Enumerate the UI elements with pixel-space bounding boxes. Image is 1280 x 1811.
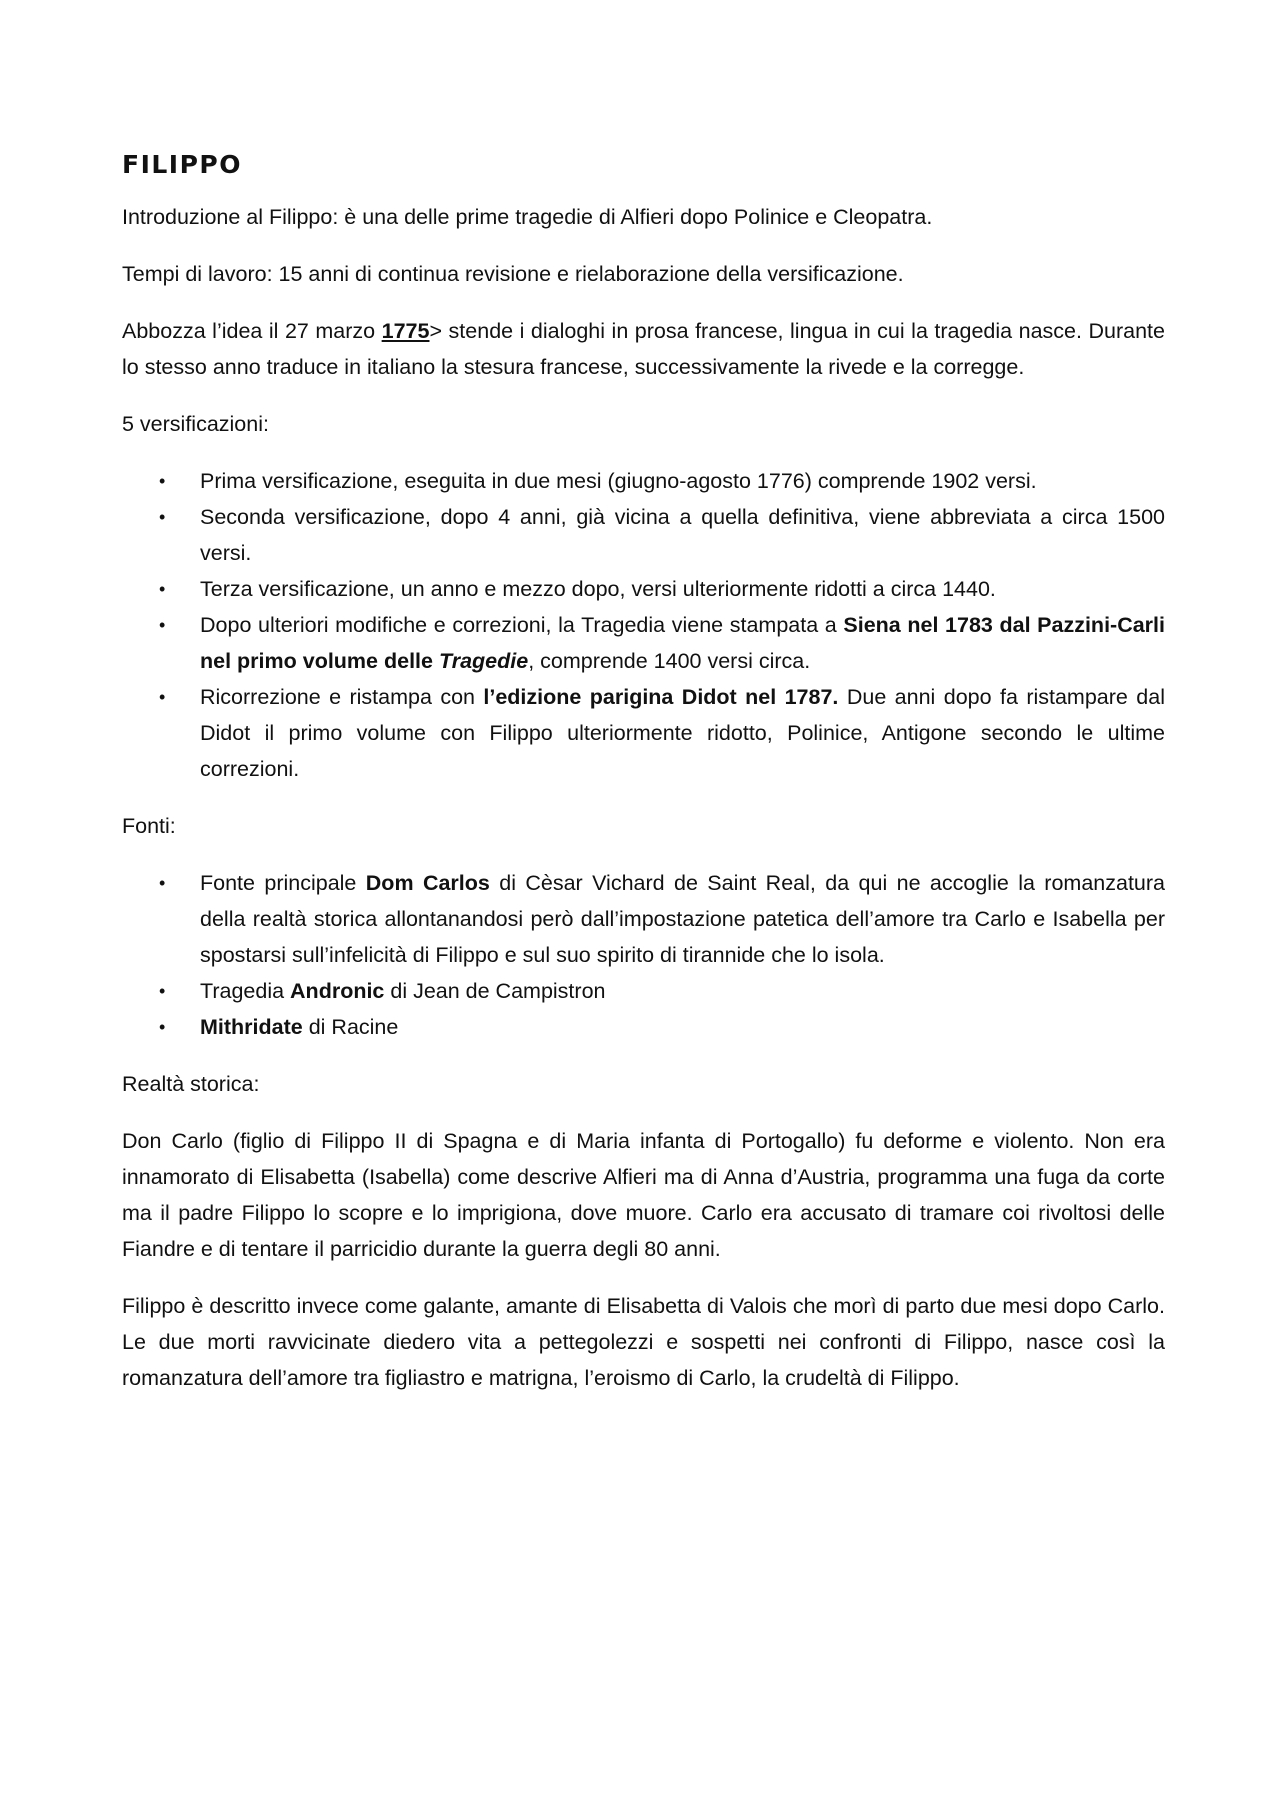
realta-paragraph-2: Filippo è descritto invece come galante, amante di Elisabetta di Valois che morì di parto due mesi dopo Carlo. Le due morti ravvicinate diedero vita a pettegolezzi e sospetti nei confronti di Filippo, nasce così la romanzatura dell’amore tra figliastro e matrigna, l’eroismo di Carlo, la crudeltà di Filippo. (122, 1294, 1165, 1390)
list-item-text: Fonte principale (200, 871, 366, 895)
bullet-icon: • (159, 579, 166, 599)
document-page (122, 150, 1165, 1417)
list-item (159, 679, 1165, 787)
fonti-heading: Fonti: (122, 814, 176, 838)
intro-paragraph: Introduzione al Filippo: è una delle prime tragedie di Alfieri dopo Polinice e Cleopatra. (122, 205, 933, 229)
list-item (159, 1009, 1165, 1045)
list-item (159, 865, 1166, 973)
bullet-icon: • (159, 615, 166, 635)
list-item (159, 973, 1165, 1009)
bullet-icon: • (159, 507, 166, 527)
versificazioni-list (122, 463, 1165, 787)
bullet-icon: • (159, 873, 166, 893)
list-item-text: , comprende 1400 versi circa. (528, 649, 811, 673)
list-item-bold-italic: Tragedie (438, 649, 529, 673)
list-item-bold: Siena nel 1783 dal Pazzini-Carli nel primo volume delle (200, 613, 1165, 673)
tempi-paragraph: Tempi di lavoro: 15 anni di continua revisione e rielaborazione della versificazione. (122, 262, 904, 286)
list-item-text: di Jean de Campistron (384, 979, 606, 1003)
list-item-bold: Mithridate (200, 1015, 303, 1039)
list-item-text: Due anni dopo fa ristampare dal Didot il primo volume con Filippo ulteriormente ridotto, Polinice, Antigone secondo le ultime correzioni. (200, 685, 1165, 781)
document-title: FILIPPO (122, 150, 243, 179)
bullet-icon: • (159, 1017, 166, 1037)
bullet-icon: • (159, 981, 166, 1001)
abbozza-text-after: > stende i dialoghi in prosa francese, lingua in cui la tragedia nasce. Durante lo stesso anno traduce in italiano la stesura francese, successivamente la rivede e la corregge. (122, 319, 1165, 379)
list-item-bold: Andronic (290, 979, 385, 1003)
fonti-list (122, 865, 1165, 1045)
list-item-text: di Cèsar Vichard de Saint Real, da qui ne accoglie la romanzatura della realtà storica allontanandosi però dall’impostazione patetica dell’amore tra Carlo e Isabella per spostarsi sull’infelicità di Filippo e sul suo spirito di tirannide che lo isola. (200, 871, 1166, 967)
list-item (159, 607, 1165, 679)
list-item (159, 463, 1165, 499)
bullet-icon: • (159, 687, 166, 707)
abbozza-paragraph (122, 313, 1165, 385)
list-item-text: Terza versificazione, un anno e mezzo dopo, versi ulteriormente ridotti a circa 1440. (200, 577, 996, 601)
list-item-bold: l’edizione parigina Didot nel 1787. (483, 685, 839, 709)
list-item-text: Ricorrezione e ristampa con (200, 685, 484, 709)
bullet-icon: • (159, 471, 166, 491)
versificazioni-heading: 5 versificazioni: (122, 412, 269, 436)
list-item-text: Prima versificazione, eseguita in due mesi (giugno-agosto 1776) comprende 1902 versi. (200, 469, 1037, 493)
realta-heading: Realtà storica: (122, 1072, 260, 1096)
list-item-text: Dopo ulteriori modifiche e correzioni, la Tragedia viene stampata a (200, 613, 844, 637)
list-item-text: Tragedia (200, 979, 291, 1003)
realta-paragraph-1: Don Carlo (figlio di Filippo II di Spagna e di Maria infanta di Portogallo) fu deforme e violento. Non era innamorato di Elisabetta (Isabella) come descrive Alfieri ma di Anna d’Austria, programma una fuga da corte ma il padre Filippo lo scopre e lo imprigiona, dove muore. Carlo era accusato di tramare coi rivoltosi delle Fiandre e di tentare il parricidio durante la guerra degli 80 anni. (122, 1129, 1165, 1261)
abbozza-text-before: Abbozza l’idea il 27 marzo (122, 319, 382, 343)
list-item-bold: Dom Carlos (365, 871, 490, 895)
abbozza-year: 1775 (381, 319, 430, 343)
list-item-text: di Racine (302, 1015, 399, 1039)
list-item-text: Seconda versificazione, dopo 4 anni, già vicina a quella definitiva, viene abbreviata a circa 1500 versi. (200, 505, 1165, 565)
list-item (159, 499, 1165, 571)
list-item (159, 571, 1165, 607)
